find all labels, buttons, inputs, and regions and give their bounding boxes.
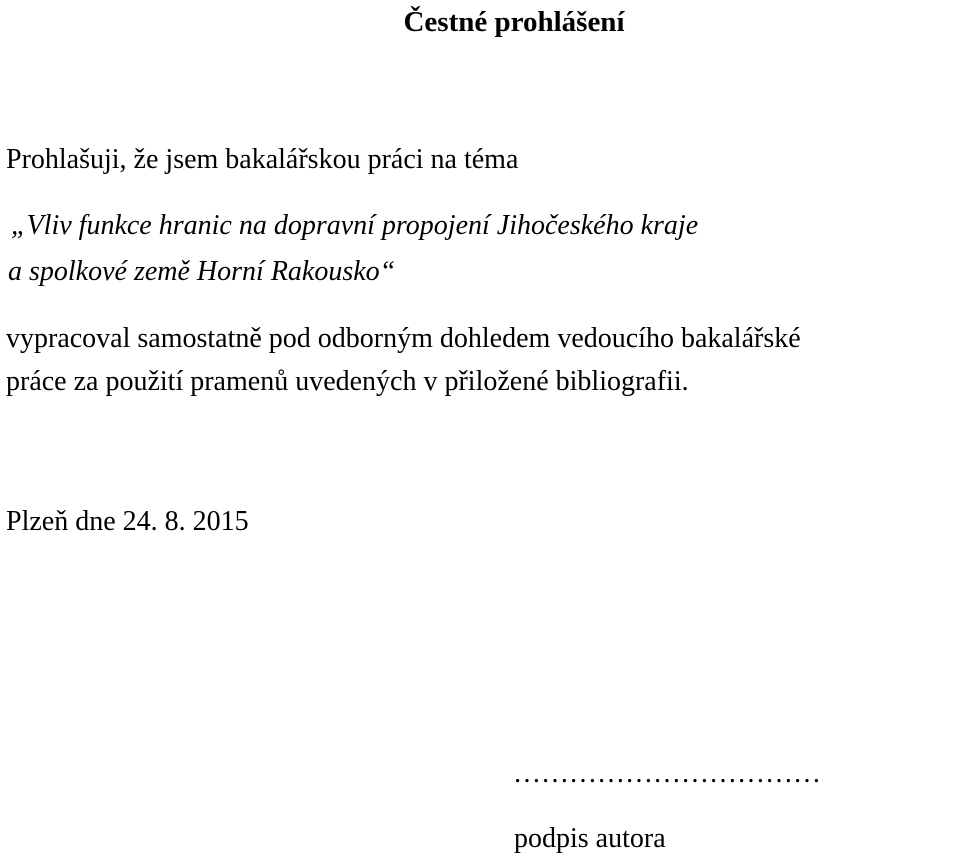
place-and-date: Plzeň dne 24. 8. 2015 — [6, 506, 249, 537]
declaration-body-line-1: vypracoval samostatně pod odborným dohledem vedoucího bakalářské — [6, 323, 801, 354]
page-title: Čestné prohlášení — [403, 6, 625, 38]
thesis-title-line-1: „Vliv funkce hranic na dopravní propojení Jihočeského kraje — [11, 210, 699, 241]
declaration-text: Prohlašuji, že jsem bakalářskou práci na téma — [6, 144, 519, 175]
thesis-title-line-2: a spolkové země Horní Rakousko“ — [8, 256, 396, 287]
declaration-body-line-2: práce za použití pramenů uvedených v přiložené bibliografii. — [6, 366, 689, 397]
signature-label: podpis autora — [514, 823, 666, 854]
signature-line: …………………………… — [513, 758, 821, 789]
